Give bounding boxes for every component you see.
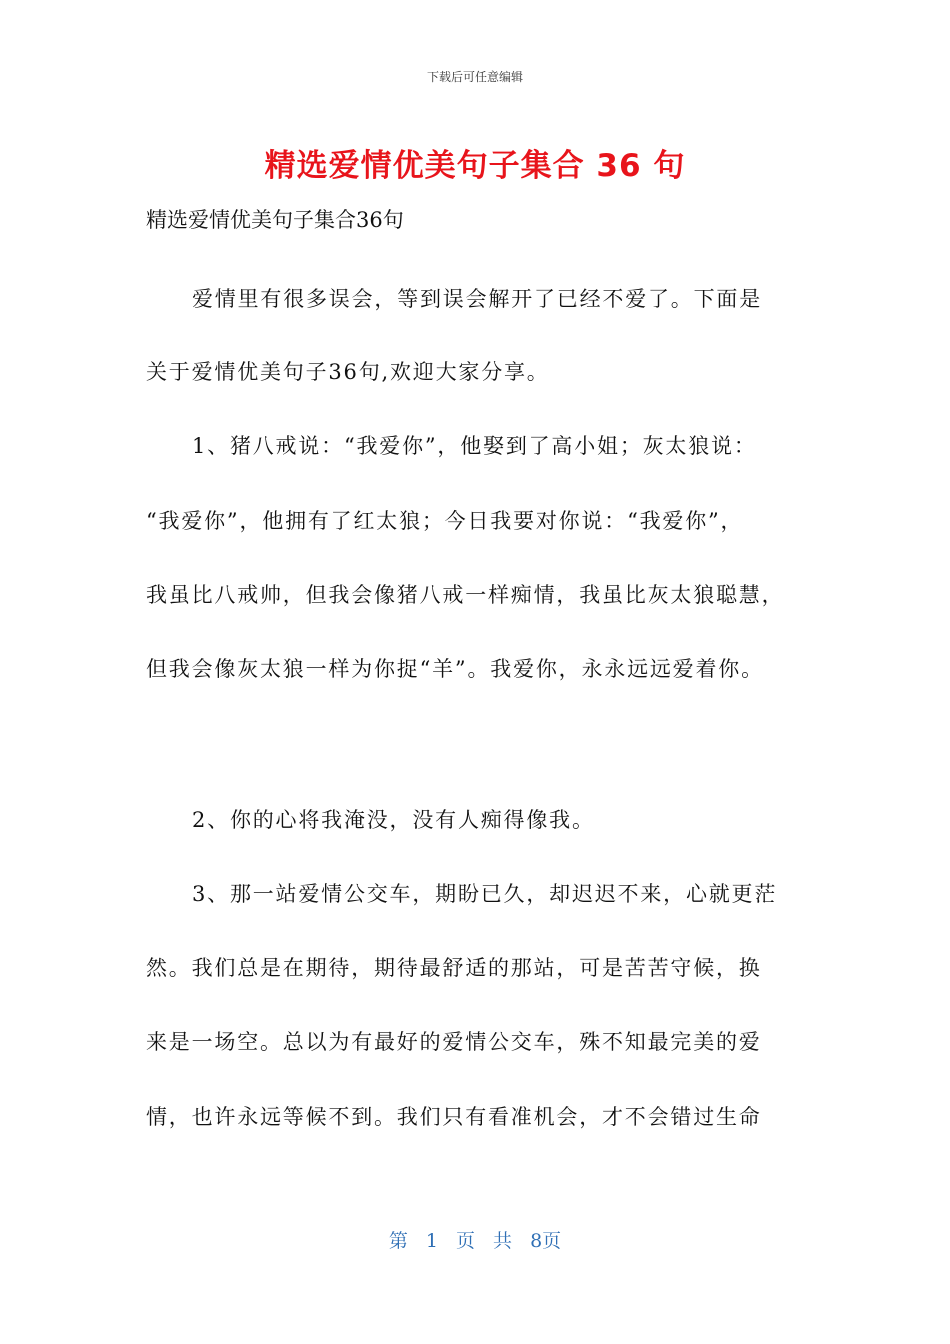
header-note: 下载后可任意编辑 bbox=[426, 70, 523, 84]
paragraph-line: 关于爱情优美句子36句,欢迎大家分享。 bbox=[146, 360, 550, 384]
paragraph-line: 1、猪八戒说：“我爱你”，他娶到了高小姐；灰太狼说： bbox=[192, 434, 757, 458]
paragraph-line: “我爱你”，他拥有了红太狼；今日我要对你说：“我爱你”， bbox=[146, 509, 744, 533]
paragraph-line: 来是一场空。总以为有最好的爱情公交车，殊不知最完美的爱 bbox=[146, 1030, 762, 1054]
paragraph-line: 爱情里有很多误会，等到误会解开了已经不爱了。下面是 bbox=[192, 287, 762, 311]
document-subtitle: 精选爱情优美句子集合36句 bbox=[146, 208, 404, 232]
page-number: 第 1 页 共 8页 bbox=[388, 1230, 562, 1252]
paragraph-line: 我虽比八戒帅，但我会像猪八戒一样痴情，我虽比灰太狼聪慧， bbox=[146, 583, 785, 607]
paragraph-line: 情，也许永远等候不到。我们只有看准机会，才不会错过生命 bbox=[146, 1105, 762, 1129]
paragraph-line: 3、那一站爱情公交车，期盼已久，却迟迟不来，心就更茫 bbox=[192, 882, 778, 906]
document-title: 精选爱情优美句子集合 36 句 bbox=[264, 148, 686, 184]
paragraph-line: 然。我们总是在期待，期待最舒适的那站，可是苦苦守候，换 bbox=[146, 956, 762, 980]
paragraph-line: 但我会像灰太狼一样为你捉“羊”。我爱你，永永远远爱着你。 bbox=[146, 657, 764, 681]
paragraph-line: 2、你的心将我淹没，没有人痴得像我。 bbox=[192, 808, 595, 832]
